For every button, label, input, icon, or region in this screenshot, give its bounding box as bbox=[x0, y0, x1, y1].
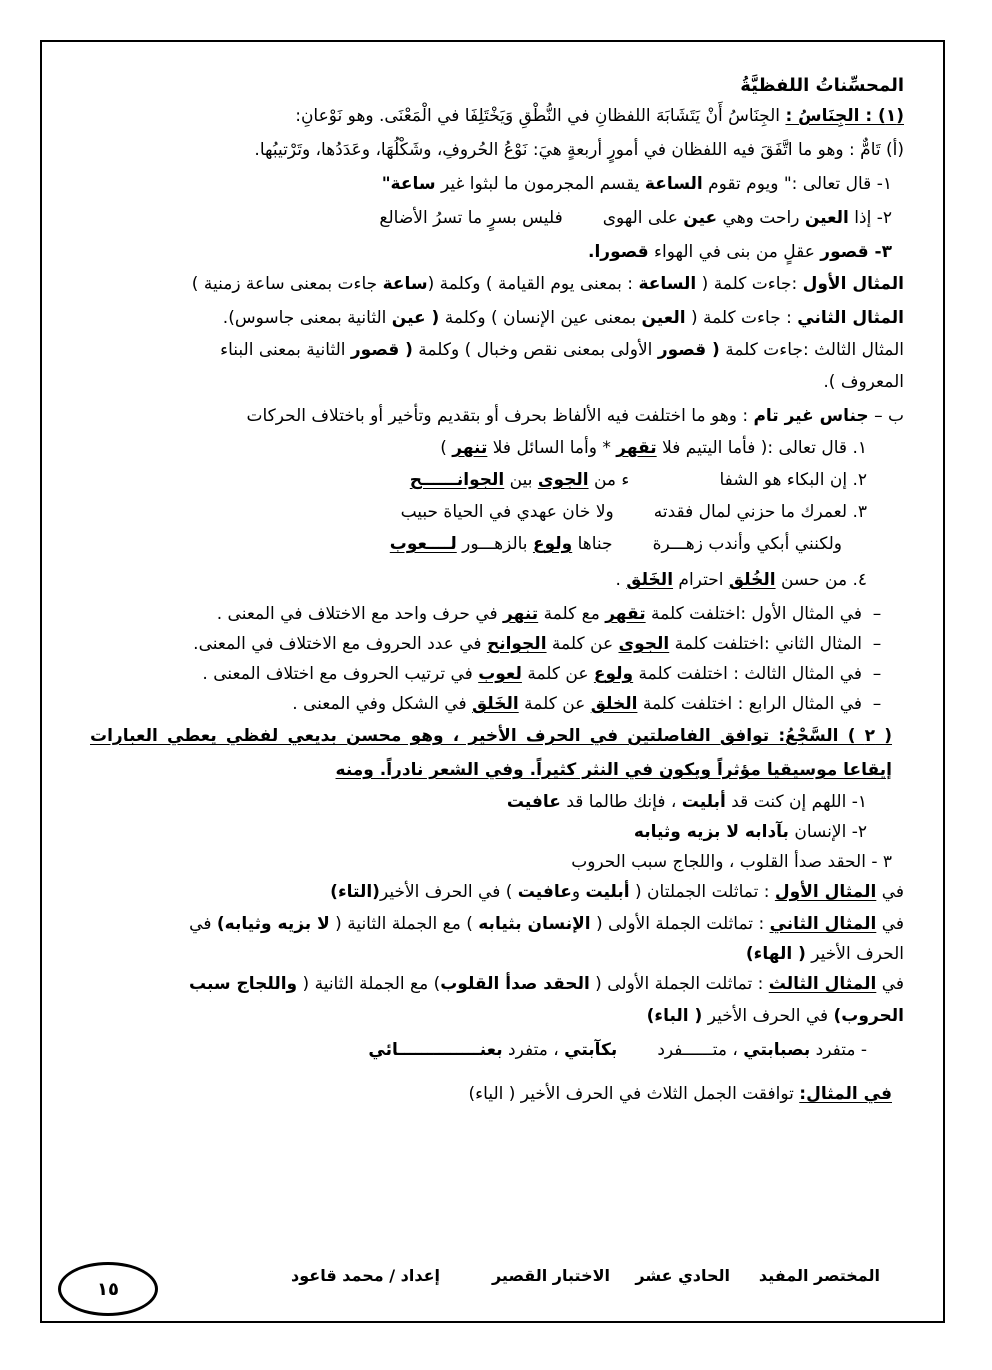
text: ٢- الإنسان bbox=[788, 822, 867, 842]
keyword: الخُلق bbox=[728, 570, 776, 590]
saj-note-3-cont bbox=[76, 1002, 904, 1030]
keyword: أبليت bbox=[681, 792, 726, 812]
jinas-tam-definition: (أ) تَامٌّ : وهو ما اتَّفَقَ فيه اللفظان في أمورٍ أربعةٍ هيَ: نَوْعُ الحُروفِ، وشَكْلُهَا، وعَدَدُها، وتَرْتيبُها. bbox=[254, 140, 904, 160]
keyword: ( الهاء) bbox=[745, 944, 806, 964]
text: جناها bbox=[572, 534, 613, 554]
jinas-note-3 bbox=[76, 336, 904, 364]
label: المثال الأول bbox=[802, 274, 904, 294]
keyword: ساعة" bbox=[381, 174, 436, 194]
text: ٤. من حسن bbox=[775, 570, 867, 590]
text: مع كلمة bbox=[538, 604, 606, 624]
keyword: عافيت bbox=[517, 882, 572, 902]
text: الأولى بمعنى نقص وخبال ) وكلمة bbox=[412, 340, 658, 360]
text: في bbox=[876, 914, 904, 934]
saj-example-1 bbox=[76, 788, 867, 816]
jinas-note-1 bbox=[76, 270, 904, 298]
saj-example-3: ٣ - الحقد صدأ القلوب ، واللجاج سبب الحروب bbox=[571, 852, 892, 872]
keyword: الجوى bbox=[618, 634, 670, 654]
label: في المثال: bbox=[799, 1084, 892, 1104]
keyword: أبليت bbox=[585, 882, 630, 902]
jinas-note-2 bbox=[76, 304, 904, 332]
keyword: واللجاج سبب bbox=[188, 974, 298, 994]
text: ، متــــــفرد bbox=[657, 1040, 744, 1060]
keyword: الساعة bbox=[638, 274, 697, 294]
text: في المثال الرابع : اختلفت كلمة bbox=[637, 694, 862, 714]
text: : تماثلت الجملتان ( bbox=[629, 882, 775, 902]
text: ٢. إن البكاء هو الشفا bbox=[719, 470, 867, 490]
text: : وهو ما اختلفت فيه الألفاظ بحرف أو بتقديم وتأخير أو باختلاف الحركات bbox=[246, 406, 754, 426]
keyword: بآدابه لا بزيه وثيابه bbox=[633, 822, 789, 842]
keyword: الإنسان بثيابه bbox=[478, 914, 591, 934]
keyword: ( الباء) bbox=[646, 1006, 703, 1026]
jinas-label: (١) : الجِنَاسُ : bbox=[785, 106, 904, 126]
keyword: الجوى bbox=[537, 470, 589, 490]
text: احترام bbox=[673, 570, 729, 590]
text: : تماثلت الجملة الأولى ( bbox=[590, 914, 770, 934]
text: * وأما السائل فلا bbox=[487, 438, 617, 458]
text: - متفرد bbox=[810, 1040, 867, 1060]
keyword: لا بزيه وثيابه) bbox=[216, 914, 330, 934]
keyword: (التاء) bbox=[330, 882, 380, 902]
jinas-ghayr-tam-definition bbox=[76, 402, 904, 430]
text: ولا خان عهدي في الحياة حبيب bbox=[400, 502, 614, 522]
text: ، متفرد bbox=[502, 1040, 565, 1060]
text: ، فإنك طالما قد bbox=[560, 792, 682, 812]
keyword: عافيت bbox=[506, 792, 561, 812]
text: المثال الثالث :جاءت كلمة bbox=[719, 340, 904, 360]
text: عن كلمة bbox=[521, 664, 594, 684]
text: في عدد الحروف مع الاختلاف في المعنى. bbox=[193, 634, 487, 654]
keyword: بعنــــــــــــــائي bbox=[368, 1040, 503, 1060]
ghayr-example-4 bbox=[76, 566, 867, 594]
text: في ترتيب الحروف مع اختلاف المعنى . bbox=[202, 664, 479, 684]
jinas-example-2 bbox=[76, 204, 892, 232]
keyword: الجوانح bbox=[486, 634, 547, 654]
text: ١. قال تعالى :( فأما اليتيم فلا bbox=[656, 438, 867, 458]
text: في حرف واحد مع الاختلاف في المعنى . bbox=[216, 604, 504, 624]
text: : تماثلت الجملة الأولى ( bbox=[589, 974, 769, 994]
text: الثانية بمعنى جاسوس). bbox=[222, 308, 392, 328]
keyword: لعوب bbox=[478, 664, 522, 684]
footer-test: الاختبار القصير bbox=[491, 1266, 610, 1285]
keyword: عين bbox=[683, 208, 718, 228]
keyword: العين bbox=[804, 208, 849, 228]
text: : جاءت كلمة ( bbox=[685, 308, 798, 328]
label: المثال الثاني bbox=[769, 914, 877, 934]
text: في bbox=[876, 882, 904, 902]
page-number: ١٥ bbox=[97, 1278, 119, 1300]
text: ) مع الجملة الثانية ( bbox=[297, 974, 441, 994]
keyword: ولوع bbox=[593, 664, 634, 684]
saj-note-3 bbox=[76, 970, 904, 998]
text: ب – bbox=[868, 406, 904, 426]
text: في المثال الثالث : اختلفت كلمة bbox=[633, 664, 862, 684]
text: ) في الحرف الأخير bbox=[379, 882, 518, 902]
text: ء من bbox=[588, 470, 630, 490]
text: ) مع الجملة الثانية ( bbox=[329, 914, 479, 934]
page-number-badge bbox=[58, 1262, 158, 1316]
text: بمعنى عين الإنسان ) وكلمة bbox=[439, 308, 642, 328]
footer-grade: الحادي عشر bbox=[635, 1266, 730, 1285]
keyword: ( قصور bbox=[350, 340, 413, 360]
text: :جاءت كلمة ( bbox=[696, 274, 803, 294]
saj-note-2-cont bbox=[76, 940, 904, 968]
saj-definition-line-2: إيقاعا موسيقيا مؤثراً ويكون في النثر كثيراً. وفي الشعر نادراً. ومنه bbox=[335, 760, 892, 780]
text: . bbox=[615, 570, 627, 590]
keyword: لــــعوب bbox=[389, 534, 457, 554]
text: ٣. لعمرك ما حزني لمال فقدته bbox=[653, 502, 867, 522]
keyword: العين bbox=[641, 308, 686, 328]
jinas-note-3-cont: المعروف ). bbox=[823, 372, 904, 392]
keyword: ( قصور bbox=[657, 340, 720, 360]
keyword: ولوع bbox=[532, 534, 573, 554]
text: الثانية بمعنى البناء bbox=[220, 340, 351, 360]
keyword: ٣- قصور bbox=[820, 242, 892, 262]
keyword: قصورا. bbox=[588, 242, 649, 262]
text: ) bbox=[440, 438, 453, 458]
footer-book-title: المختصر المفيد bbox=[758, 1266, 880, 1285]
text: : بمعنى يوم القيامة ) وكلمة ( bbox=[427, 274, 639, 294]
keyword: تنهر bbox=[503, 604, 539, 624]
label: المثال الثالث bbox=[768, 974, 877, 994]
text: في الحرف الأخير bbox=[702, 1006, 834, 1026]
page-heading: المحسِّناتُ اللفظيَّةُ bbox=[740, 75, 904, 96]
text: في bbox=[876, 974, 904, 994]
text: على الهوى bbox=[602, 208, 684, 228]
saj-example-2 bbox=[76, 818, 867, 846]
text: و bbox=[571, 882, 586, 902]
text: ١- قال تعالى :" ويوم تقوم bbox=[702, 174, 892, 194]
page-footer bbox=[220, 1266, 880, 1294]
keyword: الساعة bbox=[644, 174, 703, 194]
keyword: الخَلق bbox=[471, 694, 519, 714]
label: المثال الأول bbox=[774, 882, 877, 902]
keyword: بكآبتي bbox=[564, 1040, 618, 1060]
keyword: تقهر bbox=[616, 438, 657, 458]
text: ٢- إذا bbox=[848, 208, 892, 228]
saj-note-2 bbox=[76, 910, 904, 938]
jinas-example-1 bbox=[76, 170, 892, 198]
text: عن كلمة bbox=[546, 634, 619, 654]
keyword: الحروب) bbox=[833, 1006, 904, 1026]
text: بين bbox=[504, 470, 538, 490]
label: المثال الثاني bbox=[797, 308, 904, 328]
ghayr-note-4 bbox=[76, 690, 892, 718]
text: ١- اللهم إن كنت قد bbox=[725, 792, 867, 812]
text: يقسم المجرمون ما لبثوا غير bbox=[435, 174, 645, 194]
text: في المثال الأول :اختلفت كلمة bbox=[645, 604, 862, 624]
text: توافقت الجمل الثلاث في الحرف الأخير ( الياء) bbox=[468, 1084, 800, 1104]
ghayr-example-1 bbox=[76, 434, 867, 462]
keyword: تقهر bbox=[605, 604, 646, 624]
ghayr-example-3-line-1 bbox=[76, 498, 867, 526]
text: عقلٍ من بنى في الهواء bbox=[648, 242, 821, 262]
text: جاءت بمعنى ساعة زمنية ) bbox=[191, 274, 383, 294]
jinas-definition-line bbox=[76, 102, 904, 130]
jinas-definition: الجِنَاسُ أَنْ يَتَشَابَهَ اللفظانِ في النُّطْقِ وَيَخْتَلِفَا في الْمَعْنَى. وهو نَوْعانِ: bbox=[295, 106, 781, 126]
ghayr-note-3 bbox=[76, 660, 892, 688]
ghayr-note-2 bbox=[76, 630, 892, 658]
keyword: الحقد صدأ القلوب bbox=[440, 974, 590, 994]
label: جناس غير تام bbox=[753, 406, 869, 426]
ghayr-example-3-line-2 bbox=[76, 530, 842, 558]
saj-conclusion bbox=[76, 1080, 892, 1108]
saj-poetry-example bbox=[76, 1036, 867, 1064]
ghayr-example-2 bbox=[76, 466, 867, 494]
jinas-example-3 bbox=[76, 238, 892, 266]
text: راحت وهي bbox=[717, 208, 805, 228]
text: بالزهـــور bbox=[456, 534, 533, 554]
text: الحرف الأخير bbox=[805, 944, 904, 964]
text: فليس بسرٍ ما تسرُ الأضالع bbox=[379, 208, 563, 228]
text: في الشكل وفي المعنى . bbox=[292, 694, 472, 714]
text: عن كلمة bbox=[518, 694, 591, 714]
text: ولكنني أبكي وأندب زهـــرة bbox=[652, 534, 842, 554]
saj-note-1 bbox=[76, 878, 904, 906]
saj-definition-line-1: ( ٢ ) السَّجْعُ: توافق الفاصلتين في الحرف الأخير ، وهو محسن بديعي لفظي يعطي العبارات bbox=[90, 726, 892, 746]
keyword: ( عين bbox=[391, 308, 440, 328]
ghayr-note-1 bbox=[76, 600, 892, 628]
text: في bbox=[189, 914, 217, 934]
footer-author: إعداد / محمد قاعود bbox=[291, 1266, 440, 1285]
keyword: الخَلق bbox=[626, 570, 674, 590]
text: المثال الثاني :اختلفت كلمة bbox=[669, 634, 862, 654]
keyword: تنهر bbox=[452, 438, 488, 458]
keyword: الجوانــــــح bbox=[409, 470, 505, 490]
keyword: الخلق bbox=[590, 694, 638, 714]
keyword: بصبابتي bbox=[743, 1040, 811, 1060]
keyword: ساعة bbox=[382, 274, 428, 294]
